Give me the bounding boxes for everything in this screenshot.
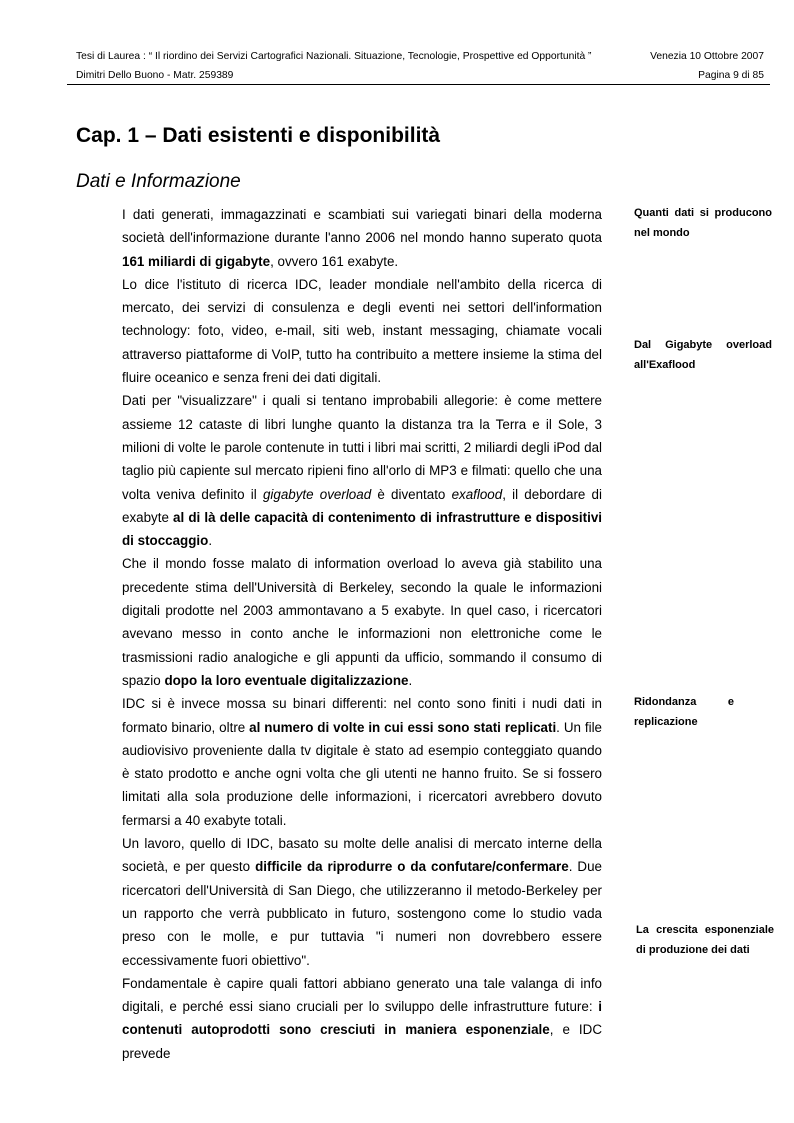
paragraph-3: Dati per "visualizzare" i quali si tentano improbabili allegorie: è come mettere assieme 12 cataste di libri lunghe quanto la distanza tra la Terra e il Sole, 3 milioni di volte le parole contenute in tutti i libri mai scritti, 2 miliardi degli iPod dal taglio più capiente sul mercato ripieni fino all'orlo di MP3 e filmati: quello che una volta veniva definito il gigabyte overload è diventato exaflood, il debordare di exabyte al di là delle capacità di contenimento di infrastrutture e dispositivi di stoccaggio. <box>122 393 602 549</box>
header-thesis-title: Tesi di Laurea : “ Il riordino dei Servizi Cartografici Nazionali. Situazione, Tecnologie, Prospettive ed Opportunità ” <box>76 51 592 62</box>
margin-note-quanti-dati: Quanti dati si producono nel mondo <box>634 207 772 239</box>
chapter-title: Cap. 1 – Dati esistenti e disponibilità <box>76 124 441 147</box>
section-title: Dati e Informazione <box>76 171 241 192</box>
margin-note-exaflood: Dal Gigabyte overload all'Exaflood <box>634 339 772 371</box>
paragraph-4: Che il mondo fosse malato di information overload lo aveva già stabilito una precedente stima dell'Università di Berkeley, secondo la quale le informazioni digitali prodotte nel 2003 ammontavano a 5 exabyte. In quel caso, i ricercatori avevano messo in conto anche le informazioni non elettroniche come le trasmissioni radio analogiche e gli appunti da ufficio, sommando il consumo di spazio dopo la loro eventuale digitalizzazione. <box>122 556 602 688</box>
paragraph-5: IDC si è invece mossa su binari differenti: nel conto sono finiti i nudi dati in formato binario, oltre al numero di volte in cui essi sono stati replicati. Un file audiovisivo proveniente dalla tv digitale è stato ad esempio conteggiato quando è stato prodotto e anche ogni volta che gli utenti ne hanno fruito. Se si fossero limitati alla sola produzione delle informazioni, i ricercatori avrebbero dovuto fermarsi a 40 exabyte totali. <box>122 696 602 828</box>
paragraph-1: I dati generati, immagazzinati e scambiati sui variegati binari della moderna società dell'informazione durante l'anno 2006 nel mondo hanno superato quota 161 miliardi di gigabyte, ovvero 161 exabyte. <box>122 207 602 269</box>
paragraph-6: Un lavoro, quello di IDC, basato su molte delle analisi di mercato interne della società, e per questo difficile da riprodurre o da confutare/confermare. Due ricercatori dell'Università di San Diego, che utilizzeranno il metodo-Berkeley per un rapporto che verrà pubblicato in futuro, sostengono come lo studio vada preso con le molle, e pur tuttavia "i numeri non dovrebbero essere eccessivamente fuori obiettivo". <box>122 836 602 968</box>
header-divider <box>67 84 770 85</box>
paragraph-2: Lo dice l'istituto di ricerca IDC, leader mondiale nell'ambito della ricerca di mercato, dei servizi di consulenza e degli eventi nei settori dell'information technology: foto, video, e-mail, siti web, instant messaging, chiamate vocali attraverso piattaforme di VoIP, tutto ha contribuito a mettere insieme la stima del fluire oceanico e senza freni dei dati digitali. <box>122 276 602 386</box>
header-date: Venezia 10 Ottobre 2007 <box>650 51 764 62</box>
body-text <box>122 203 602 1065</box>
header-author: Dimitri Dello Buono - Matr. 259389 <box>76 70 234 81</box>
header-page-number: Pagina 9 di 85 <box>698 70 764 81</box>
margin-note-crescita: La crescita esponenziale di produzione dei dati <box>636 924 774 956</box>
margin-note-ridondanza: Ridondanza e replicazione <box>634 696 734 728</box>
paragraph-7: Fondamentale è capire quali fattori abbiano generato una tale valanga di info digitali, e perché essi siano cruciali per lo sviluppo delle infrastrutture future: i contenuti autoprodotti sono cresciuti in maniera esponenziale, e IDC prevede <box>122 975 602 1061</box>
